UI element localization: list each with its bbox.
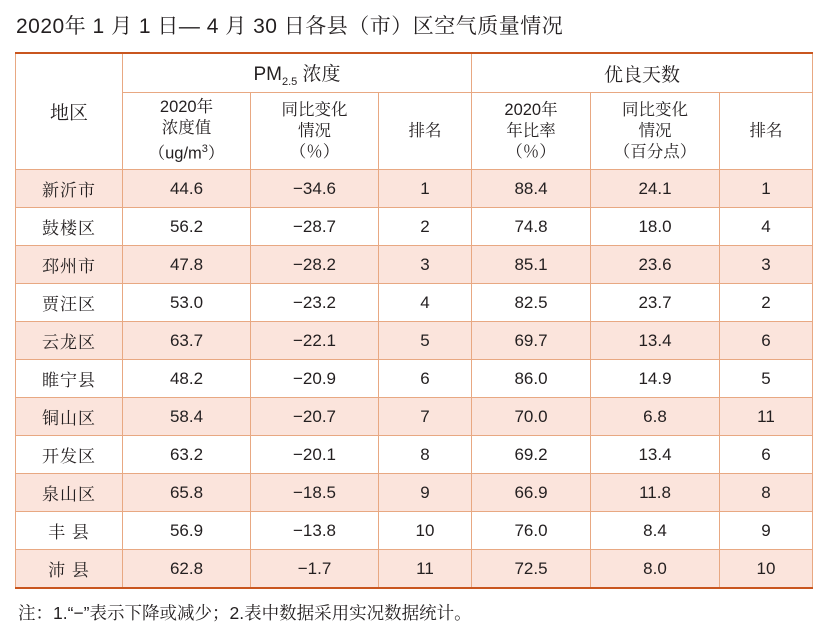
cell-rate: 72.5	[472, 550, 591, 589]
cell-change-pm25: −23.2	[251, 284, 379, 322]
cell-change-pm25: −22.1	[251, 322, 379, 360]
table-footnote: 注：1.“−”表示下降或减少；2.表中数据采用实况数据统计。	[18, 603, 472, 623]
cell-change-pm25: −20.1	[251, 436, 379, 474]
cell-concentration: 62.8	[123, 550, 251, 589]
header-change-pm25-line3: （％）	[289, 142, 340, 161]
cell-rank-days: 3	[720, 246, 813, 284]
header-change-pm25	[251, 93, 379, 170]
header-concentration-unit-sup: 3	[201, 143, 208, 156]
cell-change-days: 23.6	[591, 246, 720, 284]
cell-change-pm25: −28.7	[251, 208, 379, 246]
header-rank-pm25: 排名	[379, 93, 472, 170]
cell-region: 云龙区	[16, 322, 123, 360]
header-group-pm25-sub: 2.5	[281, 75, 298, 88]
cell-region: 新沂市	[16, 170, 123, 208]
cell-concentration: 47.8	[123, 246, 251, 284]
table-row	[16, 170, 813, 208]
cell-region: 开发区	[16, 436, 123, 474]
cell-change-days: 8.4	[591, 512, 720, 550]
cell-region: 铜山区	[16, 398, 123, 436]
cell-rank-pm25: 2	[379, 208, 472, 246]
cell-change-days: 11.8	[591, 474, 720, 512]
cell-rank-days: 6	[720, 322, 813, 360]
cell-rank-pm25: 8	[379, 436, 472, 474]
cell-change-pm25: −28.2	[251, 246, 379, 284]
cell-rank-pm25: 4	[379, 284, 472, 322]
cell-rank-pm25: 9	[379, 474, 472, 512]
cell-rate: 85.1	[472, 246, 591, 284]
cell-concentration: 56.9	[123, 512, 251, 550]
header-group-pm25	[123, 53, 472, 93]
table-row	[16, 550, 813, 589]
cell-rate: 69.2	[472, 436, 591, 474]
air-quality-table	[15, 52, 813, 589]
header-rate-2020	[472, 93, 591, 170]
header-change-days	[591, 93, 720, 170]
cell-change-pm25: −34.6	[251, 170, 379, 208]
header-concentration-unit-post: ）	[207, 144, 225, 163]
header-concentration-line2: 浓度值	[161, 119, 212, 138]
cell-concentration: 63.7	[123, 322, 251, 360]
cell-concentration: 56.2	[123, 208, 251, 246]
cell-concentration: 44.6	[123, 170, 251, 208]
header-concentration-2020	[123, 93, 251, 170]
header-concentration-line3	[123, 139, 250, 165]
cell-rate: 88.4	[472, 170, 591, 208]
cell-rank-days: 8	[720, 474, 813, 512]
header-change-pm25-line1: 同比变化	[281, 100, 348, 119]
cell-rank-days: 6	[720, 436, 813, 474]
cell-change-pm25: −20.7	[251, 398, 379, 436]
cell-change-days: 13.4	[591, 436, 720, 474]
cell-change-pm25: −1.7	[251, 550, 379, 589]
header-rank-days: 排名	[720, 93, 813, 170]
table-row	[16, 284, 813, 322]
cell-rank-pm25: 10	[379, 512, 472, 550]
table-body	[16, 170, 813, 589]
table-header-row-groups	[16, 53, 813, 93]
cell-rank-days: 1	[720, 170, 813, 208]
table-row	[16, 360, 813, 398]
cell-rate: 86.0	[472, 360, 591, 398]
cell-concentration: 65.8	[123, 474, 251, 512]
cell-change-days: 24.1	[591, 170, 720, 208]
cell-change-days: 8.0	[591, 550, 720, 589]
page-title: 2020年 1 月 1 日— 4 月 30 日各县（市）区空气质量情况	[16, 15, 564, 38]
cell-rank-days: 10	[720, 550, 813, 589]
cell-rank-days: 11	[720, 398, 813, 436]
cell-region: 泉山区	[16, 474, 123, 512]
header-group-pm25-main: PM	[253, 63, 282, 85]
table-row	[16, 474, 813, 512]
cell-rank-pm25: 11	[379, 550, 472, 589]
table-row	[16, 512, 813, 550]
cell-change-days: 14.9	[591, 360, 720, 398]
header-group-pm25-tail: 浓度	[297, 63, 341, 85]
cell-rate: 70.0	[472, 398, 591, 436]
cell-change-days: 18.0	[591, 208, 720, 246]
table-row	[16, 398, 813, 436]
cell-region: 沛 县	[16, 550, 123, 589]
table-row	[16, 322, 813, 360]
cell-region: 睢宁县	[16, 360, 123, 398]
cell-concentration: 48.2	[123, 360, 251, 398]
cell-region: 鼓楼区	[16, 208, 123, 246]
header-region: 地区	[16, 53, 123, 170]
cell-change-pm25: −18.5	[251, 474, 379, 512]
header-rate-line3: （％）	[506, 142, 556, 161]
cell-rank-days: 4	[720, 208, 813, 246]
cell-region: 贾汪区	[16, 284, 123, 322]
cell-change-days: 13.4	[591, 322, 720, 360]
cell-change-days: 23.7	[591, 284, 720, 322]
cell-change-days: 6.8	[591, 398, 720, 436]
header-change-days-line3: （百分点）	[613, 142, 697, 161]
table-row	[16, 208, 813, 246]
cell-concentration: 53.0	[123, 284, 251, 322]
cell-rate: 69.7	[472, 322, 591, 360]
cell-rank-pm25: 1	[379, 170, 472, 208]
cell-rate: 66.9	[472, 474, 591, 512]
table-header	[16, 53, 813, 170]
cell-rank-days: 9	[720, 512, 813, 550]
header-rate-line2: 年比率	[506, 121, 556, 140]
cell-rate: 82.5	[472, 284, 591, 322]
cell-rank-days: 2	[720, 284, 813, 322]
cell-concentration: 63.2	[123, 436, 251, 474]
table-row	[16, 436, 813, 474]
header-concentration-unit-pre: （ug/m	[148, 144, 202, 163]
cell-rank-pm25: 7	[379, 398, 472, 436]
cell-rank-days: 5	[720, 360, 813, 398]
header-change-pm25-line2: 情况	[298, 121, 331, 140]
cell-rank-pm25: 6	[379, 360, 472, 398]
cell-rate: 74.8	[472, 208, 591, 246]
cell-rank-pm25: 5	[379, 322, 472, 360]
header-rate-line1: 2020年	[504, 100, 558, 119]
table-row	[16, 246, 813, 284]
header-group-good-days: 优良天数	[472, 53, 813, 93]
header-change-days-line1: 同比变化	[622, 100, 688, 119]
cell-rank-pm25: 3	[379, 246, 472, 284]
cell-rate: 76.0	[472, 512, 591, 550]
cell-region: 邳州市	[16, 246, 123, 284]
cell-region: 丰 县	[16, 512, 123, 550]
table-header-row-columns	[16, 93, 813, 170]
cell-change-pm25: −13.8	[251, 512, 379, 550]
header-concentration-line1: 2020年	[159, 98, 214, 117]
header-change-days-line2: 情况	[638, 121, 672, 140]
cell-concentration: 58.4	[123, 398, 251, 436]
cell-change-pm25: −20.9	[251, 360, 379, 398]
